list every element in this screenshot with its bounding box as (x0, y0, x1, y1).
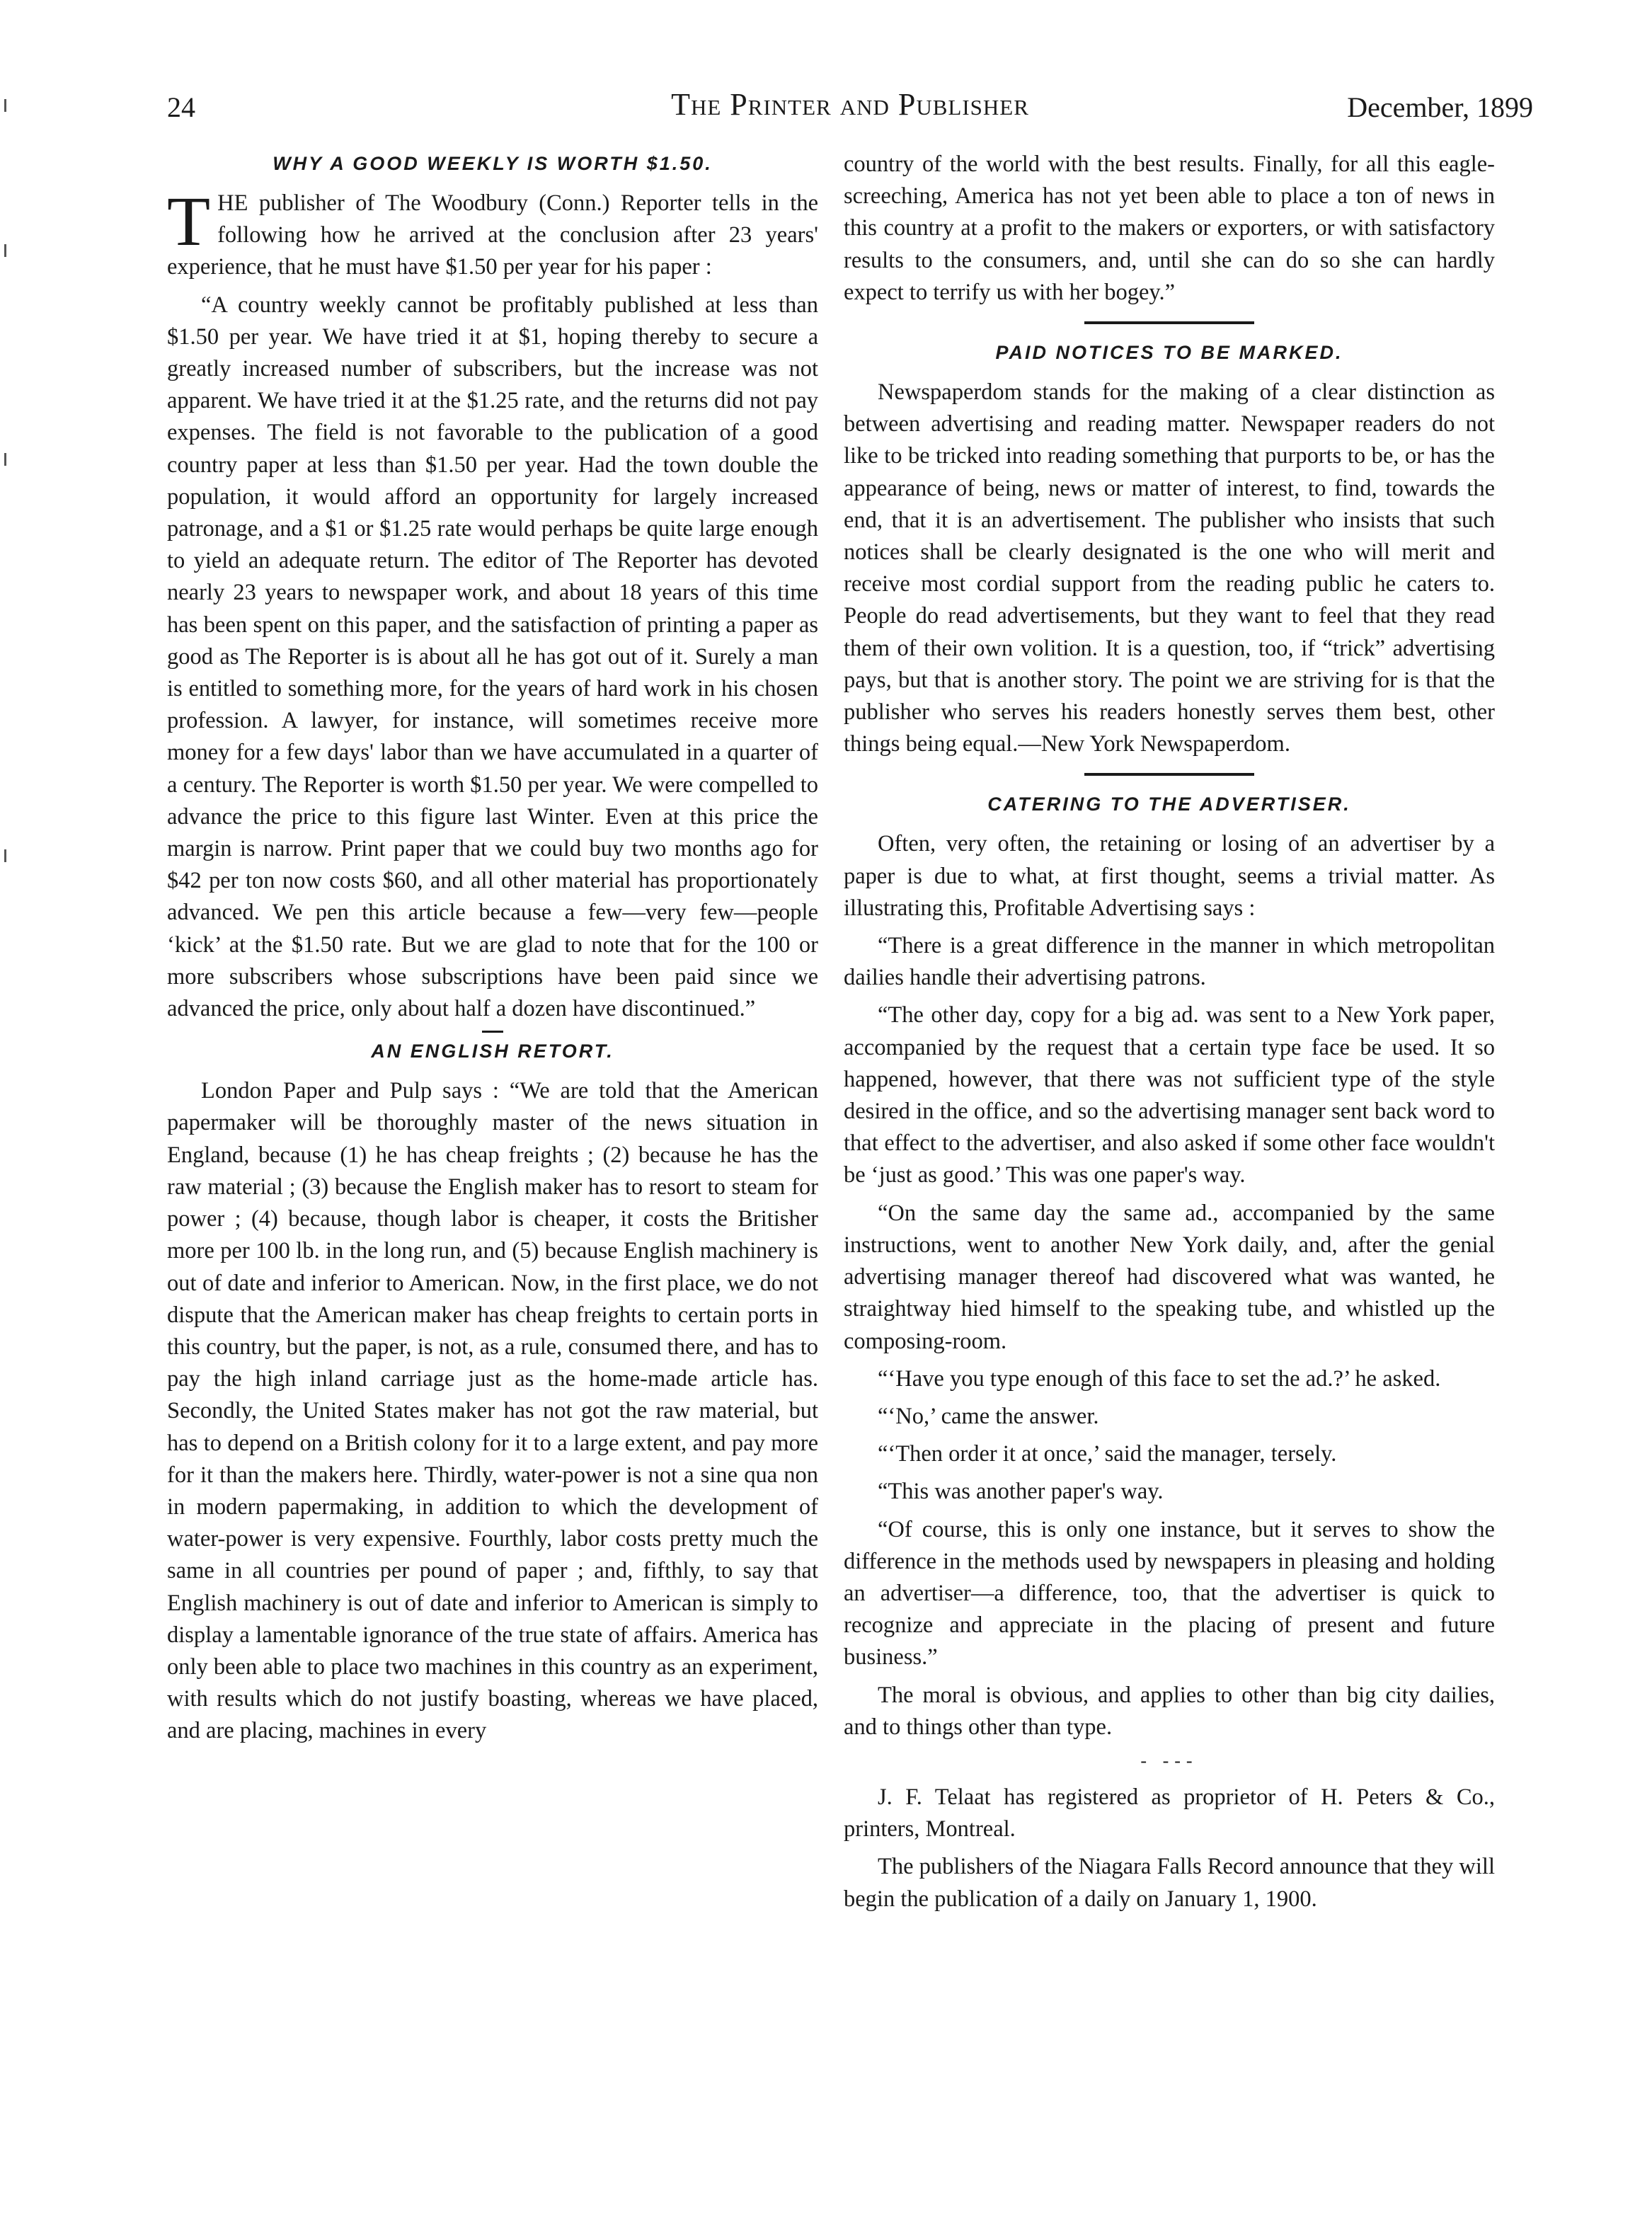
article-intro (167, 182, 818, 284)
paragraph: “This was another paper's way. (878, 1479, 1164, 1505)
article-headline: PAID NOTICES TO BE MARKED. (995, 342, 1343, 364)
binding-edge-marks (4, 0, 11, 1062)
margin-mark (4, 244, 6, 257)
article-why-good-weekly (167, 149, 818, 1025)
article-headline: CATERING TO THE ADVERTISER. (987, 793, 1351, 815)
page-header (167, 78, 1533, 134)
paragraph: “There is a great difference in the manner in which metropolitan dailies handle their advertising patrons. (844, 933, 1495, 991)
margin-mark (4, 453, 6, 466)
section-divider (482, 1031, 503, 1033)
paragraph: “‘No,’ came the answer. (878, 1403, 1099, 1429)
margin-mark (4, 849, 6, 862)
page-number: 24 (167, 91, 195, 123)
article-english-retort (167, 1037, 818, 1747)
paragraph: “Of course, this is only one instance, but it serves to show the difference in the methods used by newspapers in pleasing and holding an advertiser—a difference, too, that the advertiser is quick to recognize and appreciate in the placing of present and future business.” (844, 1516, 1495, 1670)
note-separator: - --- (1140, 1750, 1198, 1771)
left-column (167, 145, 818, 1753)
article-catering-advertiser (844, 790, 1495, 1743)
article-headline: AN ENGLISH RETORT. (371, 1041, 614, 1062)
article-body: London Paper and Pulp says : “We are told that the American papermaker will be thoroughly master of the news situation in England, because (1) he has cheap freights ; (2) because he has the raw material ; (3) because the English maker has to resort to steam for power ; (4) because, though labor is cheaper, it costs the Britisher more per 100 lb. in the long run, and (5) because English machinery is out of date and inferior to American. Now, in the first place, we do not dispute that the American maker has cheap freights to certain ports in this country, but the paper, is not, as a rule, consumed there, and has to pay the high inland carriage just as the home-made article has. Secondly, the United States maker has not got the raw material, but has to depend on a British colony for it to a large extent, and pay more for it than the makers here. Thirdly, water-power is not a sine qua non in modern papermaking, in addition to which the development of water-power is very expensive. Fourthly, labor costs pretty much the same in all countries per pound of paper ; and, fifthly, to say that English machinery is out of date and inferior to American is simply to display a lamentable ignorance of the true state of affairs. America has only been able to place two machines in this country as an experiment, with results which do not justify boasting, whereas we have placed, and are placing, machines in every (167, 1078, 818, 1744)
section-rule (1084, 773, 1254, 776)
section-rule (1084, 321, 1254, 324)
brief-notes (844, 1782, 1495, 1915)
paragraph: The moral is obvious, and applies to other than big city dailies, and to things other than type. (844, 1682, 1495, 1740)
paragraph: “‘Then order it at once,’ said the manager, tersely. (878, 1441, 1337, 1467)
article-headline: WHY A GOOD WEEKLY IS WORTH $1.50. (273, 153, 713, 174)
article-body: Newspaperdom stands for the making of a clear distinction as between advertising and reading matter. Newspaper readers do not like to be tricked into reading something that purports to be, or has the appearance of being, news or matter of interest, to find, towards the end, that it is an advertisement. The publisher who insists that such notices shall be clearly designated is the one who will merit and receive most cordial support from the reading public he caters to. People do read advertisements, but they want to feel that they read them of their own volition. It is a question, too, if “trick” advertising pays, but that is another story. The point we are striving for is that the publisher who serves his readers honestly serves them best, other things being equal.—New York Newspaperdom. (844, 379, 1495, 757)
issue-date: December, 1899 (1347, 91, 1533, 123)
margin-mark (4, 99, 6, 112)
note-item: J. F. Telaat has registered as proprietor of H. Peters & Co., printers, Montreal. (844, 1784, 1495, 1842)
right-column (844, 149, 1495, 1921)
paragraph: Often, very often, the retaining or losing of an advertiser by a paper is due to what, at first thought, seems a trivial matter. As illustrating this, Profitable Advertising says : (844, 831, 1495, 921)
article-quote: “A country weekly cannot be profitably published at less than $1.50 per year. We have tried it at $1, hoping thereby to secure a greatly increased number of subscribers, but the increase was not apparent. We have tried it at the $1.25 rate, and the returns did not pay expenses. The field is not favorable to the publication of a good country paper at less than $1.50 per year. Had the town double the population, it would afford an opportunity for largely increased patronage, and a $1 or $1.25 rate would perhaps be quite large enough to yield an adequate return. The editor of The Reporter has devoted nearly 23 years to newspaper work, and about 18 years of this time has been spent on this paper, and the satisfaction of printing a paper as good as The Reporter is is about all he has got out of it. Surely a man is entitled to something more, for the years of hard work in his chosen profession. A lawyer, for instance, will sometimes receive more money for a few days' labor than we have accumulated in a quarter of a century. The Reporter is worth $1.50 per year. We were compelled to advance the price to this figure last Winter. Even at this price the margin is narrow. Print paper that we could buy two months ago for $42 per ton now costs $60, and all other material has proportionately advanced. We pen this article because a few—very few—people ‘kick’ at the $1.50 rate. But we are glad to note that for the 100 or more subscribers whose subscriptions have been paid since we advanced the price, only about half a dozen have discontinued.” (167, 292, 818, 1022)
drop-cap: T (167, 182, 211, 260)
intro-text: HE publisher of The Woodbury (Conn.) Reporter tells in the following how he arrived at the conclusion after 23 years' experience, that he must have $1.50 per year for his paper : (167, 190, 818, 280)
journal-title: The Printer and Publisher (671, 87, 1029, 122)
paragraph: “‘Have you type enough of this face to set the ad.?’ he asked. (878, 1365, 1441, 1392)
paragraph: “The other day, copy for a big ad. was sent to a New York paper, accompanied by the request that a certain type face be used. It so happened, however, that there was not sufficient type of the style desired in the office, and so the advertising manager sent back word to that effect to the advertiser, and also asked if some other face wouldn't be ‘just as good.’ This was one paper's way. (844, 1002, 1495, 1188)
note-item: The publishers of the Niagara Falls Record announce that they will begin the publication of a daily on January 1, 1900. (844, 1854, 1495, 1912)
article-paid-notices (844, 338, 1495, 760)
paragraph: “On the same day the same ad., accompanied by the same instructions, went to another New York daily, and, after the genial advertising manager thereof had discovered what was wanted, he straightway hied himself to the speaking tube, and whistled up the composing-room. (844, 1200, 1495, 1354)
article-continuation: country of the world with the best results. Finally, for all this eagle-screeching, America has not yet been able to place a ton of news in this country at a profit to the makers or exporters, or with satisfactory results to the consumers, and, until she can do so she can hardly expect to terrify us with her bogey.” (844, 151, 1495, 305)
